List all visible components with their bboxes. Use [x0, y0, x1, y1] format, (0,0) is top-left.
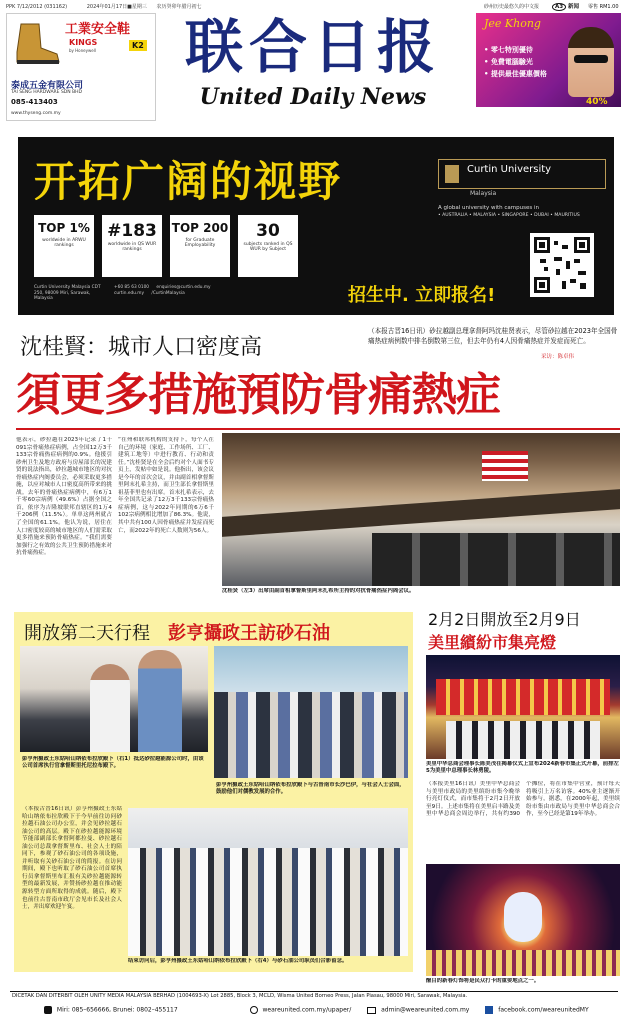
lead-column-2: “在州和联邦机构的支持下，每个人在自己的环境（家庭、工作场所、工厂、建筑工地等）中进行教育、行动和责任。”沈桂贤是在全会后约对个人面书专页上，发帖中如是说。他指出，该会议是今年的首次会议，并由副首相拿督斯里阿末扎希主持，而卫生部长拿督斯里祖基菲里也有出席。首末扎希表示，去年全国共记录了12万3千133宗骨痛热症病例，这与2022年同期的6万6千102宗病例相比增加了86.3%。他说，其中共有100人因骨痛热症并发症而死亡，而2022年的死亡人数则为56人。: [118, 437, 214, 534]
price-value: RM1.00: [599, 4, 619, 10]
crowd: [214, 692, 408, 778]
ad-optical[interactable]: [476, 13, 621, 121]
story2-caption-2: 彭亨州摄政王东姑哈山纳依布拉欣殿下与古晋南市长沙巴伊，与社会人士会面，鼓励他们对儒教发展的合作。: [216, 782, 405, 796]
company-phone: 085-413403: [11, 98, 58, 106]
story3-caption-1: 美里中华总商会理事长陈美茂在揭幕仪式上宣布2024新春市集正式开幕，前排左5为美里中总理事长林勇陵。: [426, 761, 619, 775]
masthead-title: 联合日报: [184, 13, 441, 81]
brand-sub: by Honeywell: [69, 48, 96, 53]
company-en: TAI SENG HARDWARE SDN BHD: [11, 90, 83, 95]
stat-card-1: [34, 215, 94, 277]
footer-email[interactable]: admin@weareunited.com.my: [381, 1006, 470, 1014]
lead-photo-caption: 沈桂贤（左3）出席由副首相拿督斯里阿末扎希所主持的对抗骨痛热症内阁会议。: [222, 588, 415, 594]
story2-photo-1: [20, 646, 208, 752]
lead-divider: [16, 428, 620, 430]
story3-caption-2: 醒目的新春灯饰将是民众打卡的重要地点之一。: [426, 978, 540, 984]
banner-web[interactable]: curtin.edu.my: [114, 291, 145, 297]
story2-headline: 彭亨攝政王訪砂石油: [168, 623, 330, 644]
stat-big: TOP 1%: [38, 221, 90, 235]
stage-lights: [426, 950, 620, 976]
brand-logo: KINGS: [69, 38, 98, 47]
issue-date: 2024年01月17日■星期三: [86, 4, 147, 10]
banner-contacts: [114, 285, 264, 298]
issue-number: PPK 7/12/2012 (031162): [6, 4, 68, 10]
model-face-image: [568, 27, 614, 97]
model-badge: K2: [129, 40, 147, 51]
issue-lunar: 农历癸卯年腊月初七: [156, 4, 202, 10]
stat-small: worldwide in QS WUR rankings: [107, 242, 157, 252]
stat-big: 30: [256, 221, 280, 241]
lead-summary: （本报古晋16日讯）砂拉越副总理拿督阿玛沈桂贤表示，尽管砂拉越在2023年全国骨痛热症病例数中排名倒数第三位，但去年仍有4人因骨痛热症并发症而死亡。: [368, 327, 618, 345]
mail-icon: [367, 1007, 376, 1014]
reporter-name: 陈卓伟: [557, 354, 575, 360]
optical-footer: [476, 107, 621, 121]
curtin-country: Malaysia: [470, 190, 497, 197]
banner-social[interactable]: /CurtinMalaysia: [151, 291, 185, 297]
stat-small: subjects ranked in QS WUR by Subject: [243, 242, 293, 252]
optical-line-2: • 免費電腦驗光: [484, 58, 533, 66]
footer-facebook[interactable]: facebook.com/weareunitedMY: [498, 1006, 589, 1014]
company-web: www.thyseng.com.my: [11, 111, 61, 116]
person-figure: [90, 664, 130, 752]
motto: 砂州历史最悠久的中文报: [484, 4, 540, 10]
page-label: 新闻: [568, 4, 580, 10]
company-name: 泰成五金有限公司: [11, 81, 84, 91]
price-label: 零售: [588, 4, 599, 10]
story2-kicker: 開放第二天行程: [24, 623, 150, 644]
flag-icon: [482, 451, 528, 481]
stat-card-2: [102, 215, 162, 277]
footer-contacts: Miri: 085–656666, Brunei: 0802–455117: [56, 1006, 178, 1014]
curtin-crest-icon: [445, 165, 459, 183]
stat-big: #183: [107, 221, 157, 241]
globe-icon: [250, 1006, 258, 1014]
stat-big: TOP 200: [171, 221, 229, 235]
page-no: A3: [552, 3, 566, 11]
banner-address: Curtin University Malaysia CDT 250, 98009 Miri, Sarawak, Malaysia: [34, 285, 101, 302]
lead-column-1: 他表示，砂拉越在2023年记录了1千091宗骨痛热症病例，占全国12万3千133宗骨痛热症病例的0.9%。他援引砂州卫生及地方政府与房屋部长的况建贤的说法指出，砂拉越城市地区的对抗骨痛热症内阁委员会，必须采取更多措施，以应对城市人口密度高所带来的挑战。去年的骨痛热症病例中，有6万1千零60宗病例（49.6%）占据全国之首，依序为吉隆坡联邦直辖区的1万4千206例（11.5%）。单单这两州就占了全国的61.1%。他认为说，居住在人口密度较高的城市地区的人们需采取更多措施来预防骨痛热症。“我们需要加强行之有效的公共卫生预防措施来对抗骨痛热症。: [16, 437, 112, 557]
lead-kicker: 沈桂賢：城市人口密度高: [20, 335, 263, 360]
stat-small: for Graduate Employability: [184, 238, 216, 248]
curtin-campuses: • AUSTRALIA • MALAYSIA • SINGAPORE • DUBAI • MAURITIUS: [438, 213, 580, 218]
reporter-credit: [541, 352, 574, 360]
banner-cta[interactable]: 招生中. 立即报名!: [348, 285, 496, 306]
optical-line-1: • 零七特別優待: [484, 46, 533, 54]
sunglasses-icon: [574, 55, 608, 63]
issue-info: [6, 3, 202, 10]
dragon-figure: [504, 892, 542, 942]
story3-body: （本报美里16日讯）美里中华总商会与美里市政局的美里缤纷市集今晚举行亮灯仪式，而市集将于2月2日开放至9日。上述市集将在美里启丰路及美里中华总商会周边举行，共有约390个摊位，将在市集中营业，预计每天将吸引上万名访客。40%业主逐渐开始参与，据悉，在2000年起，美里缤纷市集由市政局与美里中华总商会合作，至今已经是第19年举办。: [426, 781, 620, 818]
group-people: [128, 848, 408, 956]
story2-caption-3: 结束访问后，彭亨州摄政王东姑哈山纳依布拉欣殿下（右4）与砂石油公司职员们合影留念。: [128, 958, 348, 964]
facebook-icon: [485, 1006, 493, 1014]
qr-code[interactable]: [530, 233, 594, 297]
story3-headline: 美里繽紛市集亮燈: [428, 633, 557, 652]
chairs-row: [372, 533, 620, 586]
story3-photo-1: [426, 655, 620, 759]
ad-curtin-banner[interactable]: [18, 137, 614, 315]
footer-links: [12, 1006, 618, 1020]
people-row: [446, 721, 600, 759]
story3-kicker: 2月2日開放至2月9日: [428, 610, 581, 629]
banner-email: enquiries@curtin.edu.my: [156, 285, 211, 290]
reporter-label: 采访：: [541, 354, 558, 360]
person-figure: [138, 650, 182, 752]
story2-group-photo: [128, 808, 408, 956]
optical-line-3: • 提供最佳優惠價格: [484, 70, 547, 78]
story2-caption-1: 彭亨州摄政王东姑哈山纳依布拉欣殿下（右1）抵达砂拉越能源公司时，由该公司首席执行官拿督斯里托尼拉布殿下。: [22, 756, 204, 770]
banner-headline: 开拓广阔的视野: [34, 157, 343, 206]
curtin-logo: [438, 159, 606, 189]
footer-site[interactable]: weareunited.com.my/upaper/: [262, 1006, 352, 1014]
boot-image: [13, 22, 61, 66]
ad-title: 工業安全鞋: [65, 22, 131, 37]
story2-photo-2: [214, 646, 408, 778]
stat-card-4: [238, 215, 298, 277]
discount-badge: 40%: [586, 97, 608, 107]
stat-card-3: [170, 215, 230, 277]
banner-phone: +60 85 63 0100: [114, 285, 150, 290]
phone-icon: [44, 1006, 52, 1014]
story3-photo-2: [426, 864, 620, 976]
lead-headline: 須更多措施預防骨痛熱症: [16, 368, 501, 421]
page-number: [552, 2, 579, 10]
footer-rule: [10, 991, 618, 992]
lantern-stage: [436, 679, 610, 715]
meeting-photo: [222, 433, 620, 586]
masthead-title-en: United Daily News: [199, 84, 427, 110]
meeting-table: [222, 489, 620, 537]
ad-safety-shoes[interactable]: [6, 13, 156, 121]
curtin-tagline: A global university with campuses in: [438, 205, 540, 211]
story2-body: （本报古晋16日讯）彭亨州摄政王东姑哈山纳依布拉欣殿下于今早前往访问砂拉越石油公司办公室，并会见砂拉越石油公司的高层。殿下在砂拉越能源环境节能部副部长拿督阿都拉曼、砂拉越石油公司总裁拿督斯里布、社会人士的陪同下，参观了砂石油公司的各项设施，并听取有关砂石油公司的简报。在访问期间，殿下也听取了砂石油公司首席执行员拿督斯里布汇报有关砂拉越能源转型的最新发展，并赞扬砂拉越在推动能源转型方面所取得的成就。随后，殿下也前往古晋南市政厅会见市长及社会人士，并出席欢迎午宴。: [22, 806, 122, 911]
price: [588, 3, 619, 10]
footer-printer: DICETAK DAN DITERBIT OLEH UNITY MEDIA MALAYSIA BERHAD (1004693-X) Lot 2885, Block 3, MCLD, Wisma United Borneo Press, Jalan Piasau, 98000 Miri, Sarawak, Malaysia.: [12, 993, 468, 999]
curtin-name: Curtin University: [467, 164, 552, 175]
stat-small: worldwide in ARWU rankings: [42, 238, 86, 248]
optical-brand: Jee Khong: [484, 17, 541, 30]
